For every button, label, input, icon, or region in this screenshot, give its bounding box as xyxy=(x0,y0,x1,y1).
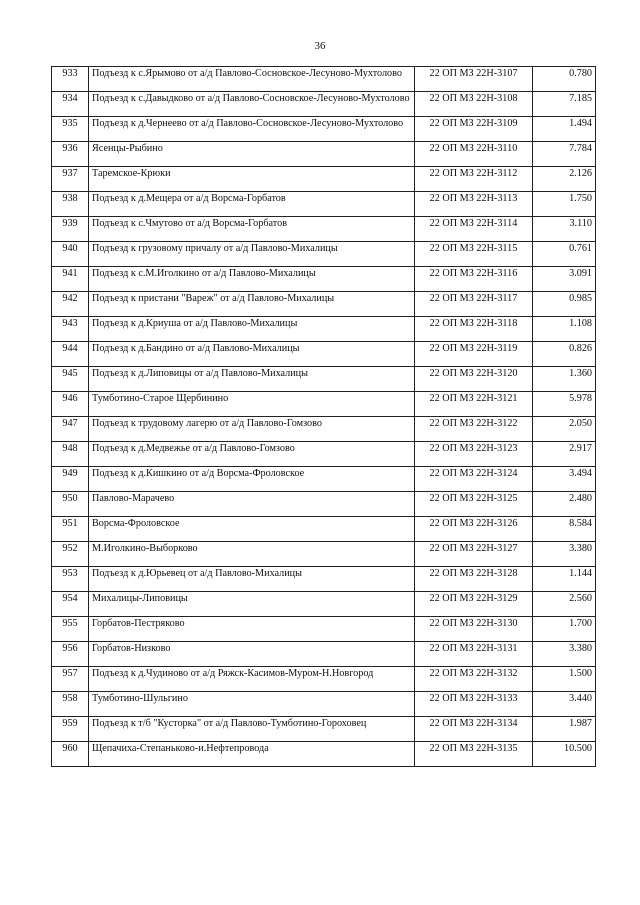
road-length: 1.108 xyxy=(533,317,596,342)
road-code: 22 ОП МЗ 22Н-3135 xyxy=(415,742,533,767)
table-row xyxy=(52,67,596,92)
road-code: 22 ОП МЗ 22Н-3113 xyxy=(415,192,533,217)
table-row xyxy=(52,642,596,667)
road-code: 22 ОП МЗ 22Н-3133 xyxy=(415,692,533,717)
road-length: 7.784 xyxy=(533,142,596,167)
table-row xyxy=(52,167,596,192)
road-length: 3.091 xyxy=(533,267,596,292)
table-row xyxy=(52,717,596,742)
road-name: Подъезд к с.М.Иголкино от а/д Павлово-Михалицы xyxy=(89,267,415,292)
table-row xyxy=(52,367,596,392)
road-code: 22 ОП МЗ 22Н-3109 xyxy=(415,117,533,142)
row-number: 947 xyxy=(52,417,89,442)
row-number: 948 xyxy=(52,442,89,467)
road-name: Подъезд к д.Медвежье от а/д Павлово-Гомзово xyxy=(89,442,415,467)
road-length: 1.144 xyxy=(533,567,596,592)
row-number: 940 xyxy=(52,242,89,267)
road-code: 22 ОП МЗ 22Н-3128 xyxy=(415,567,533,592)
table-row xyxy=(52,242,596,267)
row-number: 937 xyxy=(52,167,89,192)
row-number: 944 xyxy=(52,342,89,367)
row-number: 950 xyxy=(52,492,89,517)
table-row xyxy=(52,417,596,442)
road-length: 0.780 xyxy=(533,67,596,92)
row-number: 934 xyxy=(52,92,89,117)
table-row xyxy=(52,217,596,242)
road-length: 0.985 xyxy=(533,292,596,317)
row-number: 960 xyxy=(52,742,89,767)
road-name: Подъезд к д.Юрьевец от а/д Павлово-Михалицы xyxy=(89,567,415,592)
road-code: 22 ОП МЗ 22Н-3126 xyxy=(415,517,533,542)
road-code: 22 ОП МЗ 22Н-3125 xyxy=(415,492,533,517)
road-length: 3.494 xyxy=(533,467,596,492)
road-code: 22 ОП МЗ 22Н-3119 xyxy=(415,342,533,367)
road-length: 3.440 xyxy=(533,692,596,717)
road-name: Подъезд к с.Давыдково от а/д Павлово-Сосновское-Лесуново-Мухтолово xyxy=(89,92,415,117)
table-row xyxy=(52,342,596,367)
table-row xyxy=(52,192,596,217)
road-length: 3.380 xyxy=(533,542,596,567)
table-row xyxy=(52,517,596,542)
road-code: 22 ОП МЗ 22Н-3124 xyxy=(415,467,533,492)
road-code: 22 ОП МЗ 22Н-3132 xyxy=(415,667,533,692)
road-length: 2.480 xyxy=(533,492,596,517)
road-code: 22 ОП МЗ 22Н-3120 xyxy=(415,367,533,392)
road-code: 22 ОП МЗ 22Н-3129 xyxy=(415,592,533,617)
road-name: Ворсма-Фроловское xyxy=(89,517,415,542)
row-number: 946 xyxy=(52,392,89,417)
road-length: 5.978 xyxy=(533,392,596,417)
row-number: 954 xyxy=(52,592,89,617)
road-name: Подъезд к трудовому лагерю от а/д Павлово-Гомзово xyxy=(89,417,415,442)
table-row xyxy=(52,492,596,517)
row-number: 952 xyxy=(52,542,89,567)
row-number: 936 xyxy=(52,142,89,167)
row-number: 951 xyxy=(52,517,89,542)
road-name: Подъезд к д.Чудиново от а/д Ряжск-Касимов-Муром-Н.Новгород xyxy=(89,667,415,692)
road-code: 22 ОП МЗ 22Н-3122 xyxy=(415,417,533,442)
road-code: 22 ОП МЗ 22Н-3130 xyxy=(415,617,533,642)
row-number: 945 xyxy=(52,367,89,392)
road-name: М.Иголкино-Выборково xyxy=(89,542,415,567)
table-row xyxy=(52,292,596,317)
road-length: 7.185 xyxy=(533,92,596,117)
road-code: 22 ОП МЗ 22Н-3108 xyxy=(415,92,533,117)
table-row xyxy=(52,742,596,767)
road-name: Подъезд к с.Ярымово от а/д Павлово-Сосновское-Лесуново-Мухтолово xyxy=(89,67,415,92)
road-length: 3.380 xyxy=(533,642,596,667)
row-number: 949 xyxy=(52,467,89,492)
road-code: 22 ОП МЗ 22Н-3131 xyxy=(415,642,533,667)
table-row xyxy=(52,692,596,717)
road-name: Тумботино-Шульгино xyxy=(89,692,415,717)
roads-table xyxy=(51,66,596,767)
road-length: 8.584 xyxy=(533,517,596,542)
table-row xyxy=(52,317,596,342)
road-code: 22 ОП МЗ 22Н-3114 xyxy=(415,217,533,242)
roads-table-body xyxy=(52,67,596,767)
table-row xyxy=(52,592,596,617)
road-code: 22 ОП МЗ 22Н-3107 xyxy=(415,67,533,92)
page-number: 36 xyxy=(314,40,326,52)
row-number: 956 xyxy=(52,642,89,667)
road-name: Горбатов-Пестряково xyxy=(89,617,415,642)
road-name: Подъезд к д.Липовицы от а/д Павлово-Михалицы xyxy=(89,367,415,392)
road-code: 22 ОП МЗ 22Н-3121 xyxy=(415,392,533,417)
road-code: 22 ОП МЗ 22Н-3110 xyxy=(415,142,533,167)
road-length: 0.826 xyxy=(533,342,596,367)
row-number: 953 xyxy=(52,567,89,592)
road-length: 2.917 xyxy=(533,442,596,467)
row-number: 938 xyxy=(52,192,89,217)
road-length: 2.126 xyxy=(533,167,596,192)
road-name: Горбатов-Низково xyxy=(89,642,415,667)
road-name: Подъезд к д.Кишкино от а/д Ворсма-Фроловское xyxy=(89,467,415,492)
table-row xyxy=(52,117,596,142)
road-code: 22 ОП МЗ 22Н-3116 xyxy=(415,267,533,292)
table-row xyxy=(52,542,596,567)
road-code: 22 ОП МЗ 22Н-3117 xyxy=(415,292,533,317)
road-name: Ясенцы-Рыбино xyxy=(89,142,415,167)
row-number: 933 xyxy=(52,67,89,92)
table-row xyxy=(52,92,596,117)
table-row xyxy=(52,667,596,692)
table-row xyxy=(52,567,596,592)
row-number: 939 xyxy=(52,217,89,242)
road-code: 22 ОП МЗ 22Н-3123 xyxy=(415,442,533,467)
road-code: 22 ОП МЗ 22Н-3115 xyxy=(415,242,533,267)
road-length: 1.750 xyxy=(533,192,596,217)
road-name: Подъезд к с.Чмутово от а/д Ворсма-Горбатов xyxy=(89,217,415,242)
table-row xyxy=(52,617,596,642)
row-number: 935 xyxy=(52,117,89,142)
road-length: 1.987 xyxy=(533,717,596,742)
road-name: Михалицы-Липовицы xyxy=(89,592,415,617)
road-length: 10.500 xyxy=(533,742,596,767)
road-name: Подъезд к д.Мещера от а/д Ворсма-Горбатов xyxy=(89,192,415,217)
road-length: 2.560 xyxy=(533,592,596,617)
road-length: 1.494 xyxy=(533,117,596,142)
road-name: Павлово-Марачево xyxy=(89,492,415,517)
row-number: 955 xyxy=(52,617,89,642)
road-name: Щепачиха-Степаньково-и.Нефтепровода xyxy=(89,742,415,767)
road-name: Тумботино-Старое Щербинино xyxy=(89,392,415,417)
road-length: 2.050 xyxy=(533,417,596,442)
row-number: 958 xyxy=(52,692,89,717)
row-number: 943 xyxy=(52,317,89,342)
road-code: 22 ОП МЗ 22Н-3118 xyxy=(415,317,533,342)
road-name: Подъезд к грузовому причалу от а/д Павлово-Михалицы xyxy=(89,242,415,267)
road-name: Подъезд к д.Криуша от а/д Павлово-Михалицы xyxy=(89,317,415,342)
road-length: 3.110 xyxy=(533,217,596,242)
road-length: 0.761 xyxy=(533,242,596,267)
road-code: 22 ОП МЗ 22Н-3112 xyxy=(415,167,533,192)
road-name: Подъезд к д.Чернеево от а/д Павлово-Сосновское-Лесуново-Мухтолово xyxy=(89,117,415,142)
table-row xyxy=(52,467,596,492)
road-code: 22 ОП МЗ 22Н-3127 xyxy=(415,542,533,567)
road-length: 1.500 xyxy=(533,667,596,692)
row-number: 942 xyxy=(52,292,89,317)
road-name: Подъезд к пристани "Вареж" от а/д Павлово-Михалицы xyxy=(89,292,415,317)
road-name: Подъезд к т/б "Кусторка" от а/д Павлово-Тумботино-Гороховец xyxy=(89,717,415,742)
row-number: 941 xyxy=(52,267,89,292)
table-row xyxy=(52,392,596,417)
road-name: Таремское-Крюки xyxy=(89,167,415,192)
row-number: 959 xyxy=(52,717,89,742)
road-length: 1.360 xyxy=(533,367,596,392)
road-length: 1.700 xyxy=(533,617,596,642)
row-number: 957 xyxy=(52,667,89,692)
table-row xyxy=(52,142,596,167)
table-row xyxy=(52,267,596,292)
table-row xyxy=(52,442,596,467)
road-code: 22 ОП МЗ 22Н-3134 xyxy=(415,717,533,742)
road-name: Подъезд к д.Бандино от а/д Павлово-Михалицы xyxy=(89,342,415,367)
